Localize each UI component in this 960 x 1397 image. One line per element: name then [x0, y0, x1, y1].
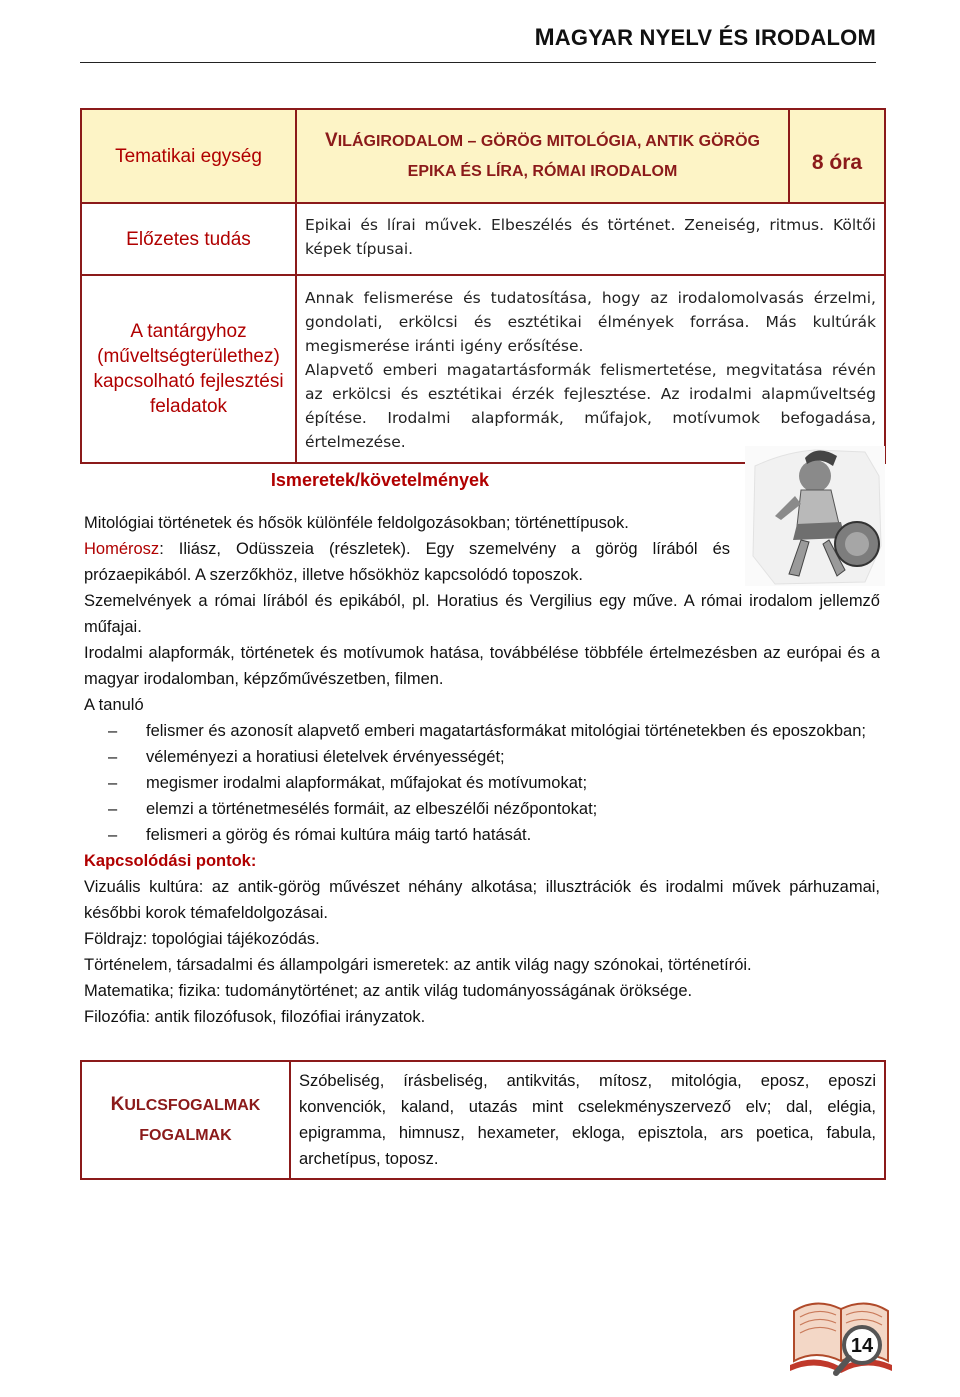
- learner-list: [84, 718, 880, 848]
- page-header-title: [535, 24, 876, 52]
- list-item-text: felismer és azonosít alapvető emberi magatartásformákat mitológiai történetekben és eposzokban;: [146, 722, 866, 740]
- knowledge-paragraph: Mitológiai történetek és hősök különféle feldolgozásokban; történettípusok.: [84, 514, 629, 532]
- knowledge-paragraph-homer: [84, 536, 880, 588]
- list-item: [84, 770, 880, 796]
- connection-item: Matematika; fizika: tudománytörténet; az antik világ tudományosságának öröksége.: [84, 982, 693, 1000]
- goals-label-line: feladatok: [149, 396, 228, 417]
- unit-title-line2: EPIKA ÉS LÍRA, RÓMAI IRODALOM: [407, 162, 678, 180]
- keywords-label-rest: ULCSFOGALMAK: [124, 1096, 261, 1114]
- connections-heading: Kapcsolódási pontok:: [84, 852, 257, 870]
- unit-title-line1: ILÁGIRODALOM – GÖRÖG MITOLÓGIA, ANTIK GÖRÖG: [337, 132, 760, 150]
- section-heading: Ismeretek/követelmények: [270, 470, 490, 490]
- list-item: [84, 822, 880, 848]
- keywords-text: Szóbeliség, írásbeliség, antikvitás, mítosz, mitológia, eposz, eposzi konvenciók, kaland, utazás mint cselekményszervező elv; dal, elégia, epigramma, himnusz, hexameter, ekloga, episztola, ars poetica, fabula, archetípus, toposz.: [290, 1061, 885, 1179]
- connection-item: Filozófia: antik filozófusok, filozófiai irányzatok.: [84, 1008, 426, 1026]
- goals-label-line: kapcsolható fejlesztési: [93, 371, 284, 392]
- list-item: [84, 744, 880, 770]
- unit-row: [81, 109, 885, 203]
- list-item: [84, 718, 880, 744]
- goals-paragraph: Annak felismerése és tudatosítása, hogy az irodalomolvasás érzelmi, gondolati, erkölcsi és esztétikai élmények forrása. Más kultúrák megismerése iránti igény erősítése.: [305, 289, 876, 355]
- keywords-label-cap: K: [110, 1093, 125, 1115]
- header-rest: AGYAR NYELV ÉS IRODALOM: [554, 25, 876, 50]
- knowledge-paragraph: Irodalmi alapformák, történetek és motívumok hatása, továbbélése többféle értelmezésben az európai és a magyar irodalomban, képzőművészetben, filmen.: [84, 644, 880, 688]
- page-number: 14: [850, 1335, 874, 1357]
- goals-paragraph: Alapvető emberi magatartásformák felismertetése, megvitatása révén az erkölcsi és esztétikai érzék fejlesztése. Az irodalmi alapműveltség építése. Irodalmi alapformák, műfajok, motívumok befogadása, értelmezése.: [305, 361, 876, 451]
- dash-bullet: –: [108, 800, 118, 818]
- goals-text: [296, 275, 885, 463]
- dash-bullet: –: [108, 722, 118, 740]
- goals-label-line: A tantárgyhoz: [130, 321, 247, 342]
- knowledge-paragraph: Szemelvények a római lírából és epikából, pl. Horatius és Vergilius egy műve. A római irodalom jellemző műfajai.: [84, 592, 880, 636]
- learner-intro: A tanuló: [84, 696, 144, 714]
- unit-label: Tematikai egység: [81, 109, 296, 203]
- header-rule: [80, 62, 876, 63]
- keywords-label-line2: FOGALMAK: [139, 1126, 232, 1144]
- open-book-icon: [786, 1287, 896, 1377]
- keywords-row: [81, 1061, 885, 1179]
- author-name: Homérosz: [84, 540, 160, 558]
- goals-row: [81, 275, 885, 463]
- goals-label-line: (műveltségterülethez): [97, 346, 280, 367]
- connection-item: Földrajz: topológiai tájékozódás.: [84, 930, 320, 948]
- dash-bullet: –: [108, 748, 118, 766]
- unit-title: [296, 109, 789, 203]
- connection-item: Történelem, társadalmi és állampolgári ismeretek: az antik világ nagy szónokai, történetírói.: [84, 956, 752, 974]
- list-item-text: véleményezi a horatiusi életelvek érvényességét;: [146, 748, 505, 766]
- prior-row: [81, 203, 885, 275]
- unit-title-cap: V: [325, 129, 338, 151]
- prior-text: Epikai és lírai művek. Elbeszélés és történet. Zeneiség, ritmus. Költői képek típusai.: [296, 203, 885, 275]
- knowledge-body: [84, 510, 880, 1030]
- unit-hours: 8 óra: [789, 109, 885, 203]
- prior-label: Előzetes tudás: [81, 203, 296, 275]
- list-item-text: felismeri a görög és római kultúra máig tartó hatását.: [146, 826, 532, 844]
- list-item: [84, 796, 880, 822]
- keywords-table: [80, 1060, 886, 1180]
- dash-bullet: –: [108, 826, 118, 844]
- homer-text: : Iliász, Odüsszeia (részletek). Egy szemelvény a görög lírából és prózaepikából. A szerzőkhöz, illetve hősökhöz kapcsolódó toposzok.: [84, 540, 730, 584]
- list-item-text: megismer irodalmi alapformákat, műfajokat és motívumokat;: [146, 774, 588, 792]
- header-first-letter: M: [534, 24, 555, 51]
- dash-bullet: –: [108, 774, 118, 792]
- list-item-text: elemzi a történetmesélés formáit, az elbeszélői nézőpontokat;: [146, 800, 598, 818]
- unit-table: [80, 108, 886, 464]
- keywords-label: [81, 1061, 290, 1179]
- goals-label: [81, 275, 296, 463]
- connection-item: Vizuális kultúra: az antik-görög művészet néhány alkotása; illusztrációk és irodalmi művek párhuzamai, későbbi korok témafeldolgozásai.: [84, 878, 880, 922]
